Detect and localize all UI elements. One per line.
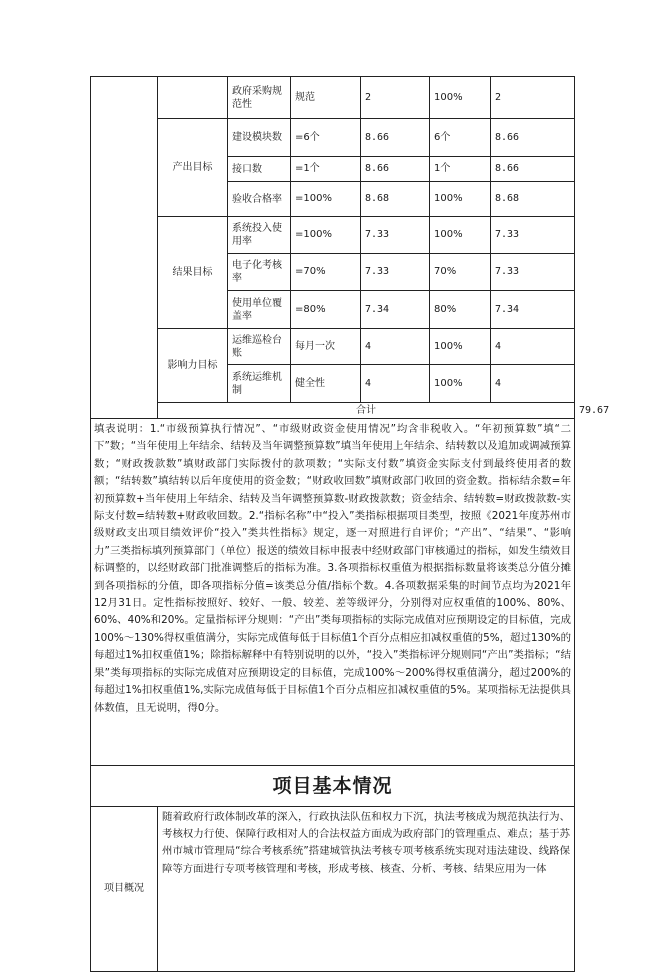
weight-value: 8.68: [361, 182, 430, 217]
overview-row: [91, 807, 575, 972]
weight-value: 4: [361, 365, 430, 403]
indicator-name: 系统投入使用率: [228, 217, 291, 254]
actual-value: 100%: [430, 182, 491, 217]
performance-table: [90, 76, 610, 972]
score-value: 2: [491, 77, 575, 119]
indicator-name: 验收合格率: [228, 182, 291, 217]
notes-text: 填表说明：1.“市级预算执行情况”、“市级财政资金使用情况”均含非税收入。“年初预算数”填“二下”数；“当年使用上年结余、结转及当年调整预算数”填当年使用上年结余、结转数以及追加或调减预算数；“财政拨款数”填财政部门实际拨付的款项数；“实际支付数”填资金实际支付到最终使用者的数额；“结转数”填结转以后年度使用的资金数；“财政收回数”填财政部门收回的资金数。指标结余数=年初预算数+当年使用上年结余、结转及当年调整预算数-财政拨款数；资金结余、结转数=财政拨款数-实际支付数=结转数+财政收回数。2.“指标名称”中“投入”类指标根据项目类型，按照《2021年度苏州市级财政支出项目绩效评价“投入”类共性指标》规定，逐一对照进行自评价；“产出”、“结果”、“影响力”三类指标填列预算部门（单位）报送的绩效目标申报表中经财政部门审核通过的指标，如发生绩效目标调整的，以经财政部门批准调整后的指标为准。3.各项指标权重值为根据指标数量将该类总分值分摊到各项指标的分值，即各项指标分值=该类总分值/指标个数。4.各项数据采集的时间节点均为2021年12月31日。定性指标按照好、较好、一般、较差、差等级评分，分别得对应权重值的100%、80%、60%、40%和20%。定量指标评分规则：“产出”类每项指标的实际完成值对应预期设定的目标值，完成100%～130%得权重值满分，实际完成值每低于目标值1个百分点相应扣减权重值的5%，超过130%的每超过1%扣权重值1%；除指标解释中有特别说明的以外，“投入”类指标评分规则同“产出”类指标；“结果”类每项指标的实际完成值对应预期设定的目标值，完成100%～200%得权重值满分，超过200%的每超过1%扣权重值1%,实际完成值每低于目标值1个百分点相应扣减权重值的5%。某项指标无法提供具体数值，且无说明，得0分。: [91, 419, 575, 766]
target-value: =80%: [291, 291, 361, 329]
score-value: 7.33: [491, 254, 575, 291]
score-value: 4: [491, 365, 575, 403]
indicator-name: 使用单位覆盖率: [228, 291, 291, 329]
weight-value: 7.34: [361, 291, 430, 329]
actual-value: 100%: [430, 77, 491, 119]
indicator-name: 电子化考核率: [228, 254, 291, 291]
category-cell: 产出目标: [158, 119, 228, 217]
indicator-name: 系统运维机制: [228, 365, 291, 403]
score-value: 7.33: [491, 217, 575, 254]
target-value: 健全性: [291, 365, 361, 403]
section-title: 项目基本情况: [91, 766, 575, 807]
weight-value: 8.66: [361, 119, 430, 157]
indicator-name: 建设模块数: [228, 119, 291, 157]
weight-value: 7.33: [361, 254, 430, 291]
blank-cell: [91, 77, 158, 419]
section-row: [91, 766, 575, 807]
weight-value: 7.33: [361, 217, 430, 254]
weight-value: 2: [361, 77, 430, 119]
actual-value: 80%: [430, 291, 491, 329]
indicator-name: 政府采购规范性: [228, 77, 291, 119]
total-label: 合计: [158, 403, 575, 419]
table-row: [91, 217, 575, 254]
total-row: 合计 79.67: [91, 403, 575, 419]
target-value: =1个: [291, 157, 361, 182]
indicator-name: 运维巡检台账: [228, 329, 291, 365]
weight-value: 4: [361, 329, 430, 365]
score-value: 7.34: [491, 291, 575, 329]
target-value: =6个: [291, 119, 361, 157]
overview-text: 随着政府行政体制改革的深入，行政执法队伍和权力下沉，执法考核成为规范执法行为、考核权力行使、保障行政相对人的合法权益方面成为政府部门的管理重点、难点；基于苏州市城市管理局“综合考核系统”搭建城管执法考核专项考核系统实现对违法建设、线路保障等方面进行专项考核管理和考核，形成考核、核查、分析、考核、结果应用为一体: [158, 807, 575, 972]
score-value: 4: [491, 329, 575, 365]
actual-value: 70%: [430, 254, 491, 291]
score-value: 8.68: [491, 182, 575, 217]
actual-value: 100%: [430, 217, 491, 254]
document-page: [90, 76, 610, 972]
target-value: =100%: [291, 217, 361, 254]
table-row: [91, 329, 575, 365]
overview-label: 项目概况: [91, 807, 158, 972]
category-cell: 影响力目标: [158, 329, 228, 403]
indicator-name: 接口数: [228, 157, 291, 182]
actual-value: 100%: [430, 365, 491, 403]
table-row: [91, 77, 575, 119]
target-value: 每月一次: [291, 329, 361, 365]
target-value: =70%: [291, 254, 361, 291]
table-row: [91, 119, 575, 157]
target-value: 规范: [291, 77, 361, 119]
score-value: 8.66: [491, 157, 575, 182]
actual-value: 100%: [430, 329, 491, 365]
weight-value: 8.66: [361, 157, 430, 182]
actual-value: 6个: [430, 119, 491, 157]
category-cell: [158, 77, 228, 119]
target-value: =100%: [291, 182, 361, 217]
notes-row: [91, 419, 575, 766]
category-cell: 结果目标: [158, 217, 228, 329]
score-value: 8.66: [491, 119, 575, 157]
actual-value: 1个: [430, 157, 491, 182]
